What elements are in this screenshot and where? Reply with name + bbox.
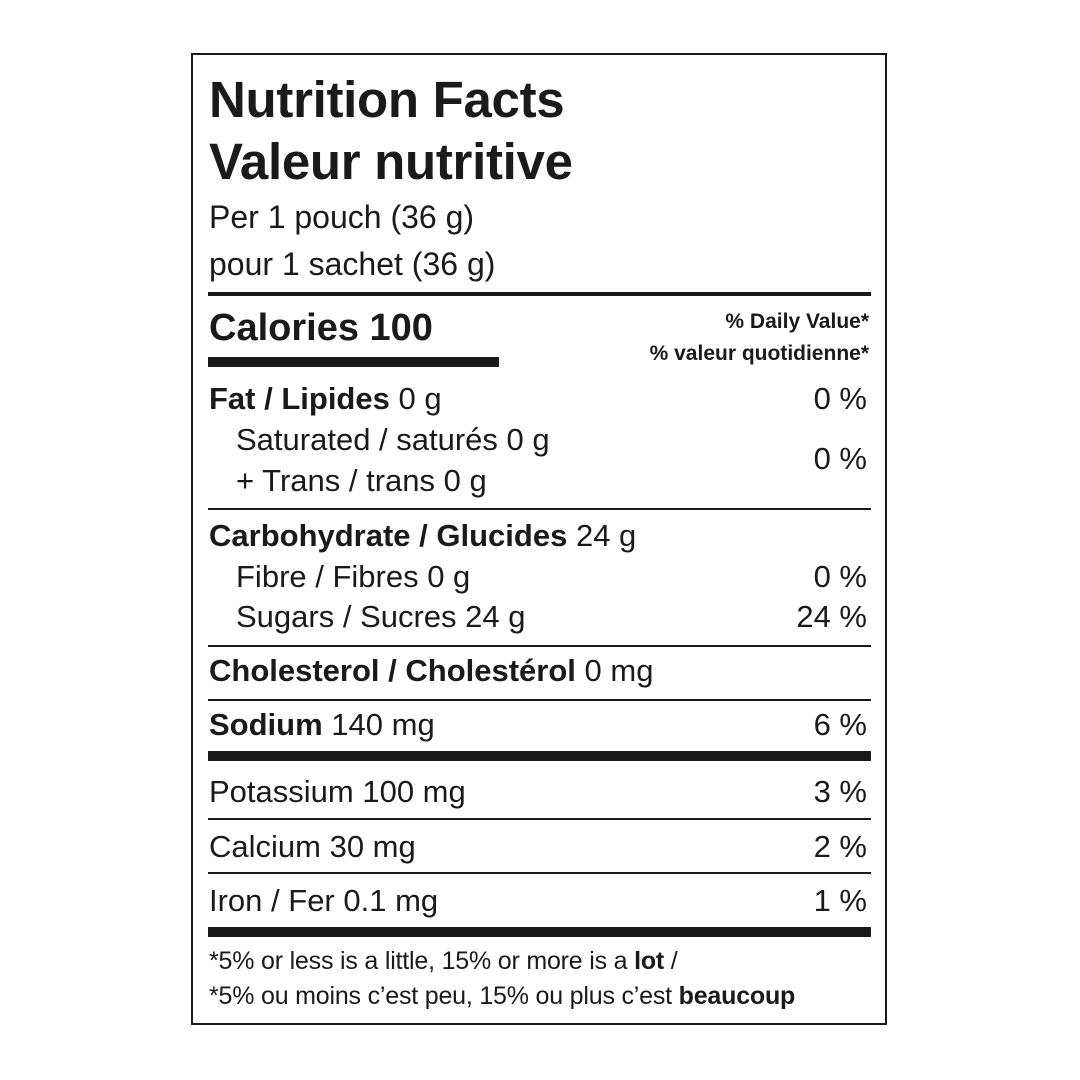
iron-name: Iron / Fer 0.1 mg bbox=[209, 883, 439, 918]
sugars-name: Sugars / Sucres 24 g bbox=[236, 599, 526, 634]
nutrient-row-sodium bbox=[209, 709, 867, 740]
divider-thick-bottom bbox=[208, 927, 871, 937]
saturated-name: Saturated / saturés 0 g bbox=[236, 422, 550, 457]
nutrient-row-calcium bbox=[209, 831, 867, 862]
potassium-name: Potassium 100 mg bbox=[209, 774, 466, 809]
footnote-en: *5% or less is a little, 15% or more is a lot / bbox=[209, 947, 678, 975]
calcium-name: Calcium 30 mg bbox=[209, 829, 416, 864]
fat-pct: 0 % bbox=[813, 381, 867, 416]
nutrient-row-fat bbox=[209, 383, 867, 414]
title-fr: Valeur nutritive bbox=[209, 133, 573, 190]
divider-thin bbox=[208, 818, 871, 820]
fat-name: Fat / Lipides bbox=[209, 381, 390, 416]
serving-size-fr: pour 1 sachet (36 g) bbox=[209, 246, 496, 282]
sodium-pct: 6 % bbox=[813, 707, 867, 742]
fat-amount: 0 g bbox=[398, 381, 442, 416]
footnote-fr: *5% ou moins c’est peu, 15% ou plus c’est beaucoup bbox=[209, 982, 796, 1010]
trans-name: + Trans / trans 0 g bbox=[236, 463, 487, 498]
divider-thin bbox=[208, 699, 871, 701]
iron-pct: 1 % bbox=[813, 883, 867, 918]
cholesterol-amount: 0 mg bbox=[584, 653, 654, 688]
sat-trans-pct: 0 % bbox=[813, 441, 867, 476]
carb-amount: 24 g bbox=[575, 518, 637, 553]
daily-value-header-fr: % valeur quotidienne* bbox=[649, 342, 869, 365]
nutrient-row-carbohydrate bbox=[209, 520, 867, 551]
sodium-amount: 140 mg bbox=[331, 707, 435, 742]
daily-value-header-en: % Daily Value* bbox=[725, 310, 869, 333]
divider-thick bbox=[208, 751, 871, 761]
calories-underline bbox=[208, 357, 499, 367]
nutrient-row-saturated bbox=[236, 424, 867, 455]
nutrient-row-cholesterol bbox=[209, 655, 867, 686]
nutrient-row-fibre bbox=[236, 561, 867, 592]
sugars-pct: 24 % bbox=[796, 599, 867, 634]
nutrient-row-trans bbox=[236, 465, 867, 496]
fibre-name: Fibre / Fibres 0 g bbox=[236, 559, 471, 594]
sat-trans-pct-row bbox=[814, 443, 867, 474]
divider-thin bbox=[208, 508, 871, 510]
divider-thin bbox=[208, 872, 871, 874]
potassium-pct: 3 % bbox=[813, 774, 867, 809]
divider-thick-top bbox=[208, 292, 871, 296]
nutrition-facts-label bbox=[191, 53, 887, 1025]
divider-thin bbox=[208, 645, 871, 647]
calories: Calories 100 bbox=[209, 307, 433, 349]
fibre-pct: 0 % bbox=[813, 559, 867, 594]
sodium-name: Sodium bbox=[209, 707, 323, 742]
nutrient-row-potassium bbox=[209, 776, 867, 807]
cholesterol-name: Cholesterol / Cholestérol bbox=[209, 653, 576, 688]
title-en: Nutrition Facts bbox=[209, 71, 565, 128]
calcium-pct: 2 % bbox=[813, 829, 867, 864]
nutrient-row-iron bbox=[209, 885, 867, 916]
serving-size-en: Per 1 pouch (36 g) bbox=[209, 199, 475, 235]
carb-name: Carbohydrate / Glucides bbox=[209, 518, 568, 553]
nutrient-row-sugars bbox=[236, 601, 867, 632]
